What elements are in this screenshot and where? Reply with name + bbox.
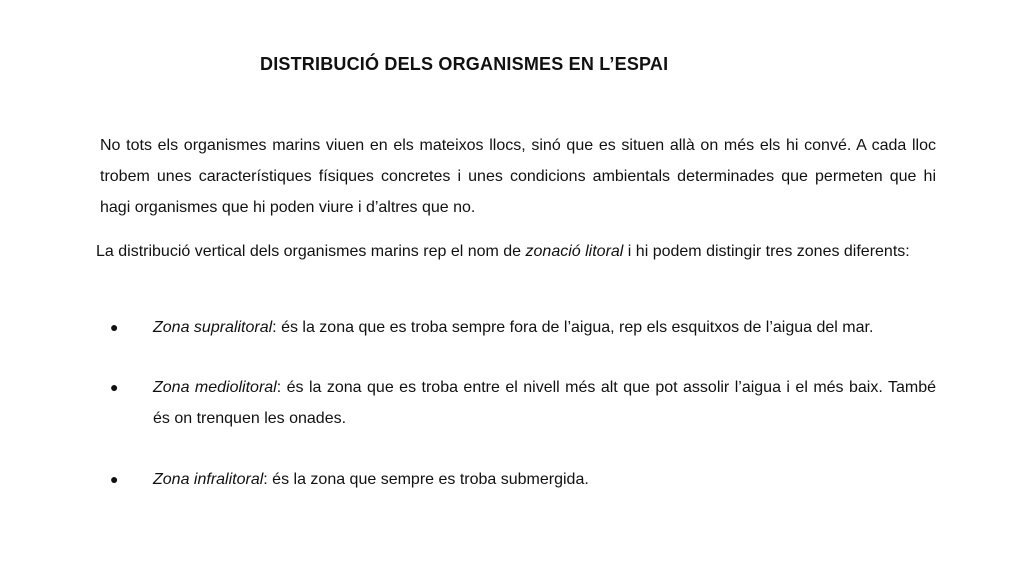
zone-text (153, 372, 936, 434)
zonation-paragraph-lead: La distribució vertical dels organismes marins rep el nom de (96, 243, 526, 260)
bullet-icon: ● (110, 379, 119, 395)
zone-name: Zona supralitoral (153, 319, 273, 336)
list-item (110, 464, 936, 495)
page-title: DISTRIBUCIÓ DELS ORGANISMES EN L’ESPAI (260, 54, 669, 74)
zone-description: : és la zona que es troba entre el nivell més alt que pot assolir l’aigua i el més baix. També és on trenquen les onades. (153, 379, 936, 427)
zone-name: Zona mediolitoral (153, 379, 277, 396)
zonation-term: zonació litoral (525, 243, 624, 260)
zonation-paragraph (96, 236, 936, 267)
list-item (110, 372, 936, 434)
zone-name: Zona infralitoral (153, 471, 264, 488)
zone-text (153, 312, 936, 343)
zone-description: : és la zona que sempre es troba submergida. (263, 471, 589, 488)
zonation-paragraph-tail: i hi podem distingir tres zones diferents: (623, 243, 910, 260)
bullet-icon: ● (110, 319, 119, 335)
zone-text (153, 464, 936, 495)
intro-paragraph: No tots els organismes marins viuen en els mateixos llocs, sinó que es situen allà on més els hi convé. A cada lloc trobem unes característiques físiques concretes i unes condicions ambientals determinades que permeten que hi hagi organismes que hi poden viure i d’altres que no. (100, 137, 936, 216)
zone-description: : és la zona que es troba sempre fora de l’aigua, rep els esquitxos de l’aigua del mar. (272, 319, 874, 336)
bullet-icon: ● (110, 471, 119, 487)
list-item (110, 312, 936, 343)
